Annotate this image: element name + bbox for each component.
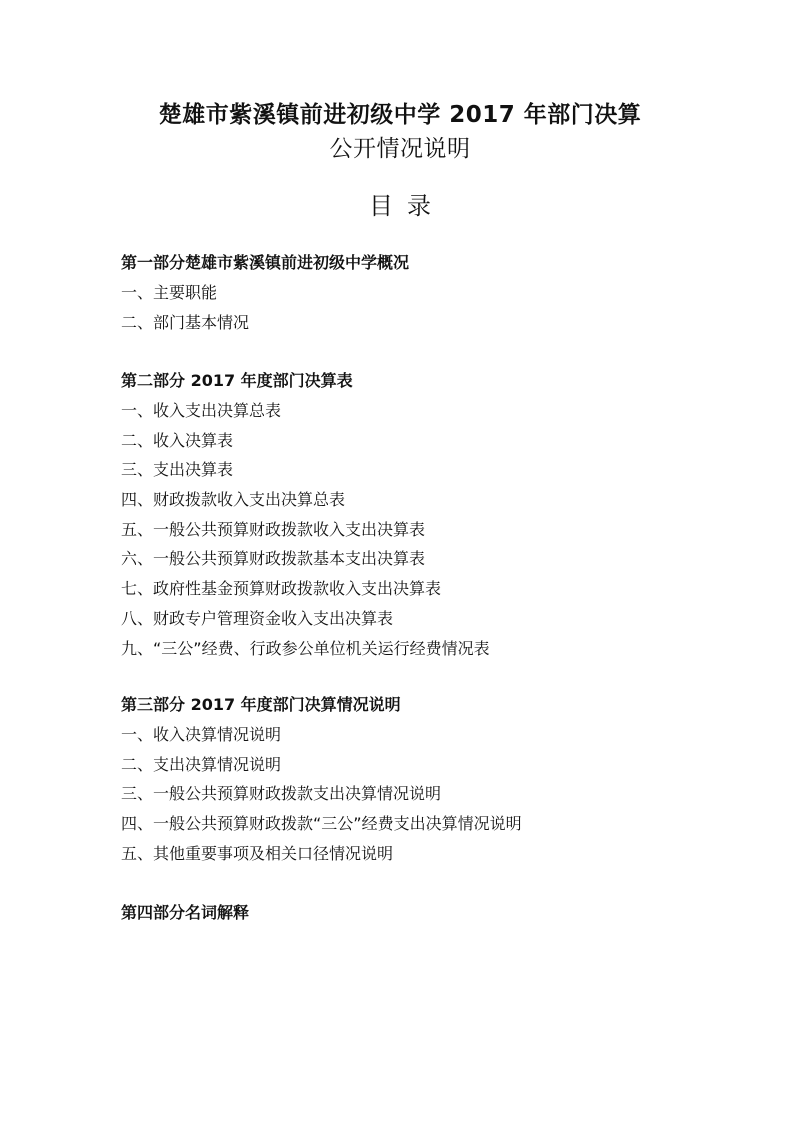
toc-item: 六、一般公共预算财政拨款基本支出决算表 [121,549,426,569]
toc-item: 五、一般公共预算财政拨款收入支出决算表 [121,519,426,539]
toc-item: 五、其他重要事项及相关口径情况说明 [121,843,394,863]
toc-section-1 [121,248,409,337]
toc-item: 七、政府性基金预算财政拨款收入支出决算表 [121,579,442,599]
toc-section-title: 第二部分 2017 年度部门决算表 [121,371,353,390]
toc-section-title: 第四部分名词解释 [121,903,250,922]
toc-item: 三、支出决算表 [121,460,234,480]
toc-item: 四、财政拨款收入支出决算总表 [121,490,346,510]
toc-item: 二、部门基本情况 [121,312,250,332]
toc-item: 八、财政专户管理资金收入支出决算表 [121,608,394,628]
toc-item: 三、一般公共预算财政拨款支出决算情况说明 [121,784,442,804]
toc-item: 一、主要职能 [121,283,218,302]
toc-section-2 [121,366,490,663]
toc-item: 一、收入支出决算总表 [121,401,282,420]
toc-section-3 [121,690,522,868]
toc-item: 九、“三公”经费、行政参公单位机关运行经费情况表 [121,638,490,658]
toc-heading: 目录 [369,192,445,220]
toc-item: 二、收入决算表 [121,430,234,450]
document-title-line-1: 楚雄市紫溪镇前进初级中学 2017 年部门决算 [158,102,642,128]
toc-item: 二、支出决算情况说明 [121,754,282,774]
toc-item: 四、一般公共预算财政拨款“三公”经费支出决算情况说明 [121,814,522,834]
toc-section-title: 第一部分楚雄市紫溪镇前进初级中学概况 [121,253,410,272]
toc-item: 一、收入决算情况说明 [121,725,282,744]
document-title-line-2: 公开情况说明 [329,136,471,162]
toc-section-4 [121,898,249,928]
toc-section-title: 第三部分 2017 年度部门决算情况说明 [121,695,401,714]
